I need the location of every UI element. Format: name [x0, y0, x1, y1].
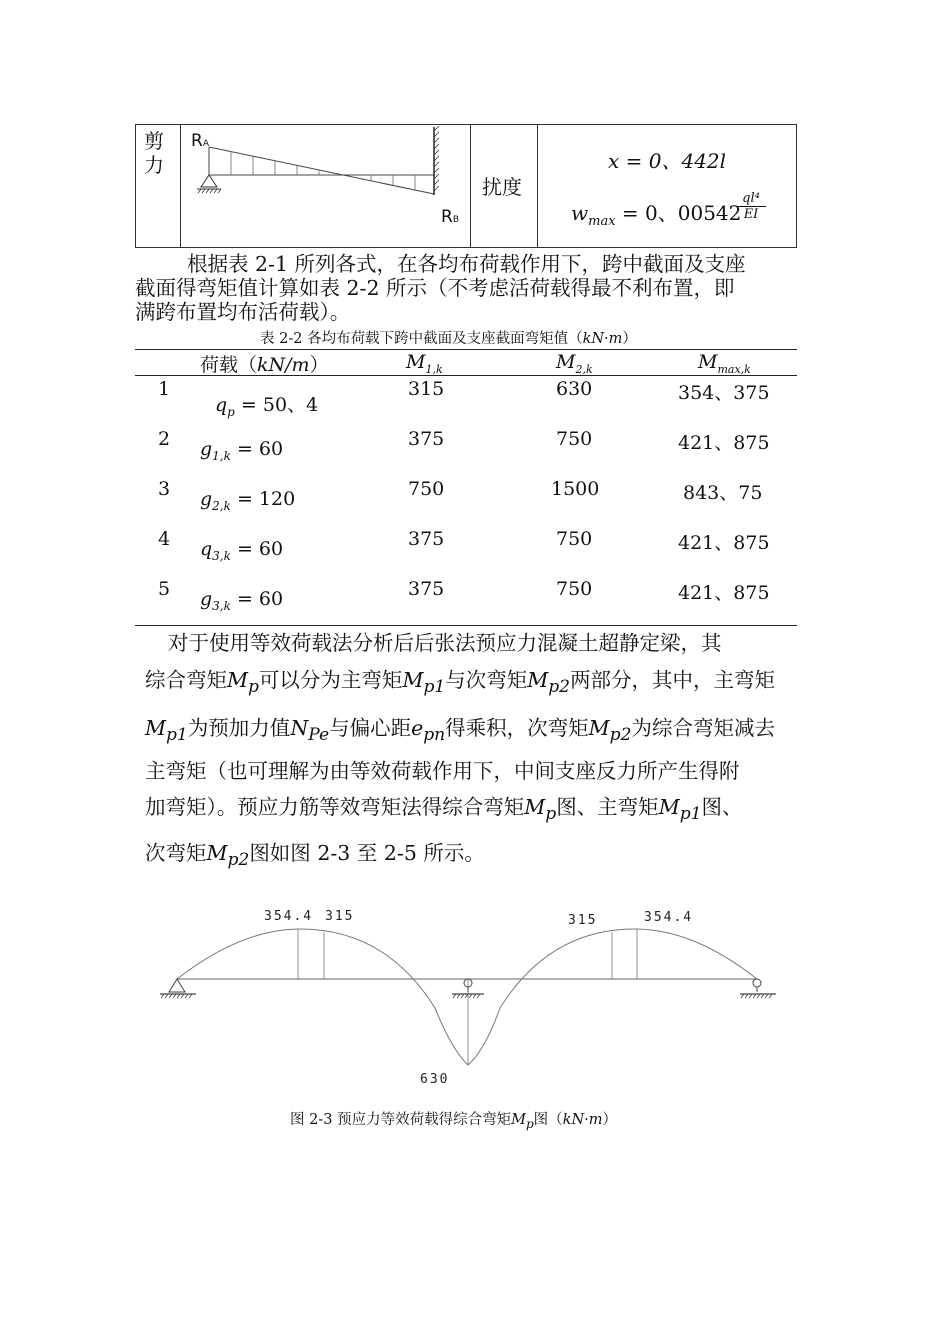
shear-row-label: 剪力: [144, 129, 164, 177]
intro-line-3: 满跨布置均布活荷载）。: [135, 300, 351, 324]
body-line-4: 主弯矩（也可理解为由等效荷载作用下，中间支座反力所产生得附: [145, 759, 740, 783]
table-row-mmax: 354、375: [678, 382, 770, 404]
label-left-315: 315: [325, 909, 355, 924]
shear-diagram: [181, 125, 470, 247]
table-row-load: $g_{2,k} = 120$: [200, 488, 296, 513]
table-row-m1: 375: [408, 428, 445, 450]
table-row-m2: 1500: [551, 478, 600, 500]
table-row-no: 4: [158, 528, 171, 550]
table-row-m1: 375: [408, 528, 445, 550]
formula-x: x = 0、442l: [608, 149, 727, 173]
shear-table: [135, 124, 797, 248]
table-row-m2: 750: [556, 578, 593, 600]
moment-diagram: [140, 920, 800, 1090]
ra-label: RA: [191, 131, 209, 151]
header-m1: $M_{1,k}$: [406, 351, 443, 376]
table-row-load: $q_p = 50$、4: [215, 394, 319, 419]
right-support: [740, 979, 776, 998]
body-line-2: 综合弯矩$M_p$可以分为主弯矩$M_{p1}$与次弯矩$M_{p2}$两部分，其中，主弯矩: [145, 668, 776, 698]
label-left-peak: 354.4: [264, 909, 314, 924]
table-row-m1: 315: [408, 378, 445, 400]
table-row-m2: 630: [556, 378, 593, 400]
table-row-m2: 750: [556, 428, 593, 450]
table-row-load: $q_{3,k} = 60$: [200, 538, 284, 563]
header-mmax: $M_{max,k}$: [698, 351, 751, 376]
intro-line-1: 根据表 2-1 所列各式，在各均布荷载作用下，跨中截面及支座: [187, 252, 746, 276]
table-row-mmax: 421、875: [678, 582, 770, 604]
rb-label: RB: [441, 207, 459, 227]
table-row-no: 2: [158, 428, 171, 450]
body-line-1: 对于使用等效荷载法分析后后张法预应力混凝土超静定梁，其: [168, 631, 722, 655]
label-bottom-630: 630: [420, 1072, 450, 1087]
deflection-label: 扰度: [482, 175, 522, 199]
table-row-m1: 375: [408, 578, 445, 600]
table-row-m1: 750: [408, 478, 445, 500]
table-row-mmax: 843、75: [683, 482, 763, 504]
body-line-5: 加弯矩）。预应力筋等效弯矩法得综合弯矩$M_p$图、主弯矩$M_{p1}$图、: [145, 795, 743, 825]
formula-wmax: $w_{max} = 0$、00542: [571, 201, 742, 229]
table-row-no: 5: [158, 578, 171, 600]
table-row-mmax: 421、875: [678, 432, 770, 454]
table-row-no: 3: [158, 478, 171, 500]
formula-fraction: ql⁴ EI: [736, 191, 766, 222]
intro-line-2: 截面得弯矩值计算如表 2-2 所示（不考虑活荷载得最不利布置，即: [135, 276, 735, 300]
label-right-peak: 354.4: [644, 910, 694, 925]
moment-curve: [177, 929, 757, 1065]
table-row-load: $g_{3,k} = 60$: [200, 588, 284, 613]
table-row-load: $g_{1,k} = 60$: [200, 438, 284, 463]
left-support: [160, 979, 196, 998]
body-line-6: 次弯矩$M_{p2}$图如图 2-3 至 2-5 所示。: [145, 841, 485, 871]
figure-caption: 图 2-3 预应力等效荷载得综合弯矩$M_p$图（kN·m）: [290, 1112, 618, 1131]
header-load: 荷载（kN/m）: [200, 354, 329, 376]
label-right-315: 315: [568, 913, 598, 928]
table-divider: [537, 125, 538, 247]
body-line-3: $M_{p1}$为预加力值$N_{Pe}$与偏心距$e_{pn}$得乘积，次弯矩$M_{p2}$为综合弯矩减去: [145, 716, 775, 746]
table-row-m2: 750: [556, 528, 593, 550]
table-row-mmax: 421、875: [678, 532, 770, 554]
table-2-2-caption: 表 2-2 各均布荷载下跨中截面及支座截面弯矩值（kN·m）: [260, 331, 637, 347]
table-divider: [470, 125, 471, 247]
header-m2: $M_{2,k}$: [556, 351, 593, 376]
table-row-no: 1: [158, 378, 171, 400]
